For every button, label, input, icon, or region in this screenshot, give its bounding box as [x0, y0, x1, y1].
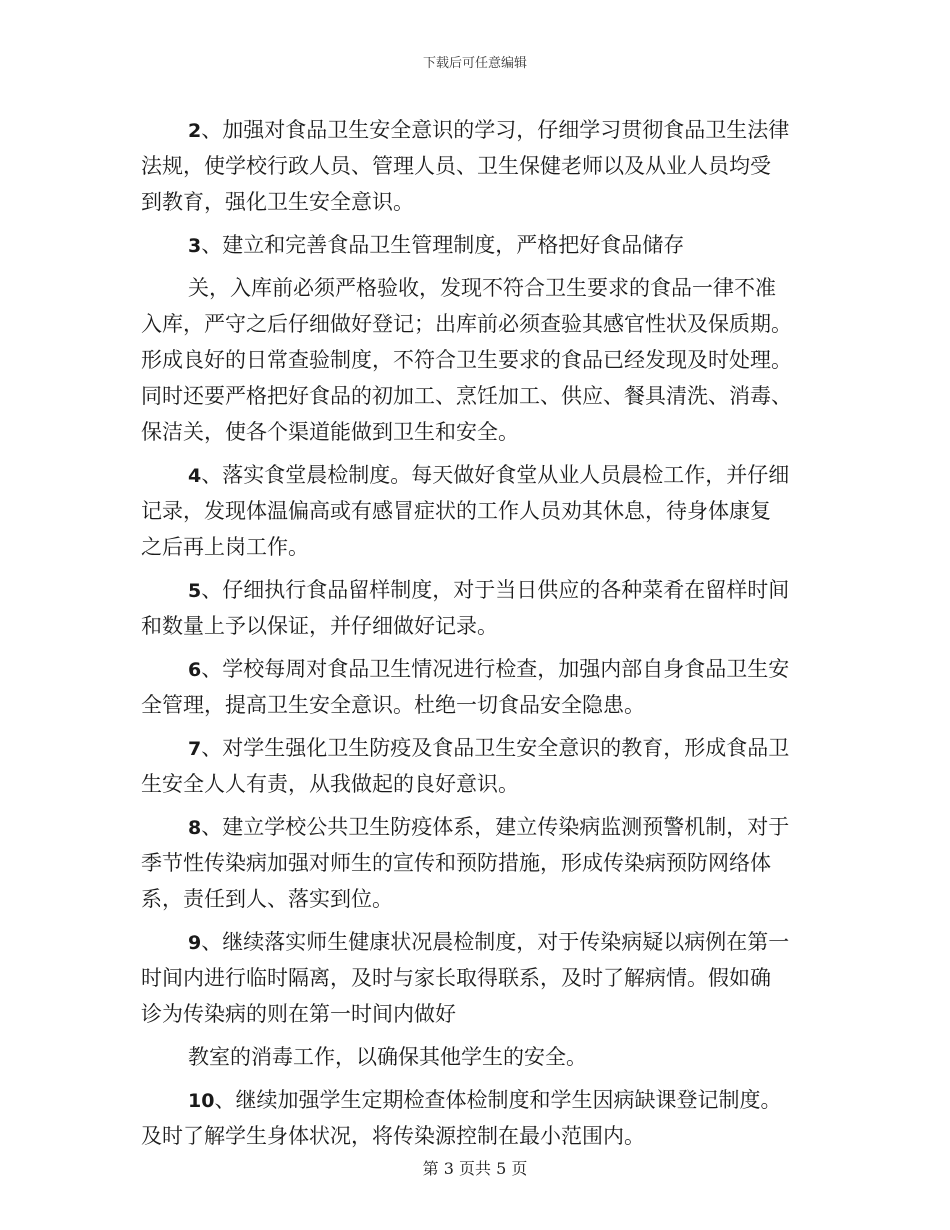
paragraph-first-line: [141, 1039, 806, 1075]
paragraph-first-line: [141, 809, 806, 845]
paragraph-text: 、建立学校公共卫生防疫体系，建立传染病监测预警机制，对于: [201, 815, 790, 839]
item-number: 3: [188, 235, 202, 257]
paragraph-first-line: [141, 270, 806, 306]
paragraph-line: 形成良好的日常查验制度，不符合卫生要求的食品已经发现及时处理。: [141, 348, 792, 372]
item-number: 10: [188, 1090, 215, 1112]
paragraph-first-line: [141, 112, 806, 148]
paragraph: [141, 809, 806, 917]
paragraph: [141, 1039, 806, 1075]
paragraph-line: 之后再上岗工作。: [141, 535, 309, 559]
paragraph-line: 系，责任到人、落实到位。: [141, 887, 393, 911]
paragraph-first-line: [141, 457, 806, 493]
item-number: 2: [188, 120, 202, 142]
paragraph-text: 、加强对食品卫生安全意识的学习，仔细学习贯彻食品卫生法律: [201, 118, 790, 142]
paragraph: [141, 112, 806, 220]
paragraph: [141, 1082, 806, 1154]
paragraph: [141, 572, 806, 644]
paragraph: [141, 651, 806, 723]
paragraph: [141, 924, 806, 1032]
paragraph-first-line: [141, 651, 806, 687]
paragraph: [141, 730, 806, 802]
page-footer: 第 3 页共 5 页: [422, 1159, 528, 1178]
paragraph-first-line: [141, 730, 806, 766]
paragraph-first-line: [141, 572, 806, 608]
paragraph-first-line: [141, 1082, 806, 1118]
paragraph-text: 关，入库前必须严格验收，发现不符合卫生要求的食品一律不准: [188, 276, 776, 300]
item-number: 8: [188, 817, 202, 839]
paragraph-line: 保洁关，使各个渠道能做到卫生和安全。: [141, 420, 519, 444]
paragraph-text: 、继续加强学生定期检查体检制度和学生因病缺课登记制度。: [214, 1088, 782, 1112]
item-number: 4: [188, 465, 202, 487]
paragraph-line: 同时还要严格把好食品的初加工、烹饪加工、供应、餐具清洗、消毒、: [141, 384, 792, 408]
paragraph-text: 教室的消毒工作，以确保其他学生的安全。: [188, 1045, 587, 1069]
paragraph-line: 法规，使学校行政人员、管理人员、卫生保健老师以及从业人员均受: [141, 154, 771, 178]
paragraph-text: 、继续落实师生健康状况晨检制度，对于传染病疑以病例在第一: [201, 930, 790, 954]
paragraph-line: 全管理，提高卫生安全意识。杜绝一切食品安全隐患。: [141, 693, 645, 717]
document-body: [141, 112, 806, 1154]
paragraph-line: 生安全人人有责，从我做起的良好意识。: [141, 772, 519, 796]
paragraph-text: 、学校每周对食品卫生情况进行检查，加强内部自身食品卫生安: [201, 657, 790, 681]
item-number: 5: [188, 580, 202, 602]
paragraph-line: 和数量上予以保证，并仔细做好记录。: [141, 614, 498, 638]
paragraph-line: 入库，严守之后仔细做好登记；出库前必须查验其感官性状及保质期。: [141, 312, 792, 336]
paragraph: [141, 270, 806, 450]
paragraph-first-line: [141, 227, 806, 263]
paragraph-line: 记录，发现体温偏高或有感冒症状的工作人员劝其休息，待身体康复: [141, 499, 771, 523]
item-number: 7: [188, 738, 202, 760]
item-number: 9: [188, 932, 202, 954]
paragraph-text: 、落实食堂晨检制度。每天做好食堂从业人员晨检工作，并仔细: [201, 463, 790, 487]
item-number: 6: [188, 659, 202, 681]
paragraph-text: 、建立和完善食品卫生管理制度，严格把好食品储存: [201, 233, 685, 257]
paragraph-text: 、对学生强化卫生防疫及食品卫生安全意识的教育，形成食品卫: [201, 736, 790, 760]
page-header: 下载后可任意编辑: [422, 56, 527, 71]
paragraph-line: 及时了解学生身体状况，将传染源控制在最小范围内。: [141, 1124, 645, 1148]
paragraph-text: 、仔细执行食品留样制度，对于当日供应的各种菜肴在留样时间: [201, 578, 790, 602]
paragraph-line: 诊为传染病的则在第一时间内做好: [141, 1002, 456, 1026]
paragraph-first-line: [141, 924, 806, 960]
paragraph: [141, 227, 806, 263]
paragraph-line: 时间内进行临时隔离，及时与家长取得联系，及时了解病情。假如确: [141, 966, 771, 990]
paragraph-line: 到教育，强化卫生安全意识。: [141, 190, 414, 214]
paragraph-line: 季节性传染病加强对师生的宣传和预防措施，形成传染病预防网络体: [141, 851, 771, 875]
paragraph: [141, 457, 806, 565]
